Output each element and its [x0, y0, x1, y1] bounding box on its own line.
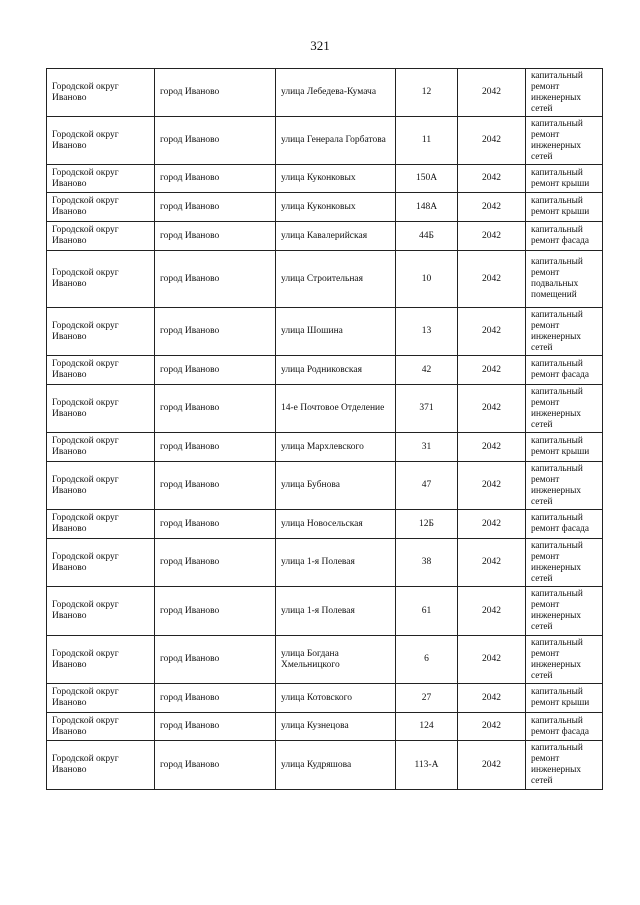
- table-row: [47, 251, 603, 308]
- year-cell: 2042: [458, 684, 526, 713]
- house-number-cell: 10: [396, 251, 458, 308]
- street-cell: улица Богдана Хмельницкого: [276, 636, 396, 684]
- street-cell: улица Генерала Горбатова: [276, 117, 396, 165]
- year-cell: 2042: [458, 69, 526, 117]
- house-number-cell: 38: [396, 539, 458, 587]
- house-number-cell: 6: [396, 636, 458, 684]
- street-cell: улица Лебедева-Кумача: [276, 69, 396, 117]
- work-type-cell: капитальный ремонт фасада: [526, 510, 603, 539]
- table-row: [47, 713, 603, 741]
- table-row: [47, 636, 603, 684]
- house-number-cell: 61: [396, 587, 458, 636]
- okrug-cell: Городской округ Иваново: [47, 433, 155, 462]
- year-cell: 2042: [458, 741, 526, 790]
- table-row: [47, 433, 603, 462]
- city-cell: город Иваново: [155, 251, 276, 308]
- year-cell: 2042: [458, 222, 526, 251]
- work-type-cell: капитальный ремонт фасада: [526, 356, 603, 385]
- street-cell: улица Бубнова: [276, 462, 396, 510]
- street-cell: улица Куконковых: [276, 193, 396, 222]
- okrug-cell: Городской округ Иваново: [47, 308, 155, 356]
- table-row: [47, 222, 603, 251]
- city-cell: город Иваново: [155, 222, 276, 251]
- table-row: [47, 539, 603, 587]
- street-cell: улица Новосельская: [276, 510, 396, 539]
- city-cell: город Иваново: [155, 308, 276, 356]
- work-type-cell: капитальный ремонт инженерных сетей: [526, 636, 603, 684]
- year-cell: 2042: [458, 117, 526, 165]
- okrug-cell: Городской округ Иваново: [47, 713, 155, 741]
- table-row: [47, 587, 603, 636]
- city-cell: город Иваново: [155, 165, 276, 193]
- street-cell: улица Куконковых: [276, 165, 396, 193]
- city-cell: город Иваново: [155, 356, 276, 385]
- house-number-cell: 12Б: [396, 510, 458, 539]
- table-row: [47, 69, 603, 117]
- work-type-cell: капитальный ремонт фасада: [526, 222, 603, 251]
- okrug-cell: Городской округ Иваново: [47, 539, 155, 587]
- table-row: [47, 684, 603, 713]
- street-cell: улица Кудряшова: [276, 741, 396, 790]
- street-cell: 14-е Почтовое Отделение: [276, 385, 396, 433]
- okrug-cell: Городской округ Иваново: [47, 69, 155, 117]
- repair-schedule-table: [46, 68, 603, 790]
- table-row: [47, 308, 603, 356]
- year-cell: 2042: [458, 193, 526, 222]
- work-type-cell: капитальный ремонт инженерных сетей: [526, 462, 603, 510]
- table-row: [47, 385, 603, 433]
- work-type-cell: капитальный ремонт крыши: [526, 165, 603, 193]
- house-number-cell: 124: [396, 713, 458, 741]
- house-number-cell: 12: [396, 69, 458, 117]
- year-cell: 2042: [458, 385, 526, 433]
- year-cell: 2042: [458, 539, 526, 587]
- okrug-cell: Городской округ Иваново: [47, 636, 155, 684]
- work-type-cell: капитальный ремонт инженерных сетей: [526, 385, 603, 433]
- city-cell: город Иваново: [155, 117, 276, 165]
- page-number: 321: [310, 38, 330, 53]
- table-row: [47, 117, 603, 165]
- year-cell: 2042: [458, 462, 526, 510]
- city-cell: город Иваново: [155, 741, 276, 790]
- city-cell: город Иваново: [155, 193, 276, 222]
- city-cell: город Иваново: [155, 462, 276, 510]
- work-type-cell: капитальный ремонт инженерных сетей: [526, 117, 603, 165]
- okrug-cell: Городской округ Иваново: [47, 356, 155, 385]
- work-type-cell: капитальный ремонт крыши: [526, 193, 603, 222]
- street-cell: улица Родниковская: [276, 356, 396, 385]
- okrug-cell: Городской округ Иваново: [47, 741, 155, 790]
- table-row: [47, 165, 603, 193]
- year-cell: 2042: [458, 636, 526, 684]
- okrug-cell: Городской округ Иваново: [47, 117, 155, 165]
- year-cell: 2042: [458, 251, 526, 308]
- work-type-cell: капитальный ремонт крыши: [526, 684, 603, 713]
- year-cell: 2042: [458, 713, 526, 741]
- house-number-cell: 47: [396, 462, 458, 510]
- okrug-cell: Городской округ Иваново: [47, 462, 155, 510]
- street-cell: улица Кавалерийская: [276, 222, 396, 251]
- okrug-cell: Городской округ Иваново: [47, 385, 155, 433]
- okrug-cell: Городской округ Иваново: [47, 587, 155, 636]
- work-type-cell: капитальный ремонт инженерных сетей: [526, 539, 603, 587]
- street-cell: улица 1-я Полевая: [276, 587, 396, 636]
- table-row: [47, 193, 603, 222]
- okrug-cell: Городской округ Иваново: [47, 251, 155, 308]
- house-number-cell: 44Б: [396, 222, 458, 251]
- house-number-cell: 42: [396, 356, 458, 385]
- year-cell: 2042: [458, 165, 526, 193]
- city-cell: город Иваново: [155, 587, 276, 636]
- city-cell: город Иваново: [155, 69, 276, 117]
- city-cell: город Иваново: [155, 713, 276, 741]
- street-cell: улица 1-я Полевая: [276, 539, 396, 587]
- okrug-cell: Городской округ Иваново: [47, 165, 155, 193]
- city-cell: город Иваново: [155, 385, 276, 433]
- year-cell: 2042: [458, 308, 526, 356]
- work-type-cell: капитальный ремонт инженерных сетей: [526, 587, 603, 636]
- okrug-cell: Городской округ Иваново: [47, 222, 155, 251]
- year-cell: 2042: [458, 356, 526, 385]
- work-type-cell: капитальный ремонт инженерных сетей: [526, 741, 603, 790]
- table-row: [47, 510, 603, 539]
- table-row: [47, 356, 603, 385]
- street-cell: улица Котовского: [276, 684, 396, 713]
- okrug-cell: Городской округ Иваново: [47, 193, 155, 222]
- house-number-cell: 113-А: [396, 741, 458, 790]
- house-number-cell: 371: [396, 385, 458, 433]
- work-type-cell: капитальный ремонт инженерных сетей: [526, 69, 603, 117]
- street-cell: улица Кузнецова: [276, 713, 396, 741]
- house-number-cell: 11: [396, 117, 458, 165]
- house-number-cell: 150А: [396, 165, 458, 193]
- street-cell: улица Мархлевского: [276, 433, 396, 462]
- house-number-cell: 13: [396, 308, 458, 356]
- work-type-cell: капитальный ремонт крыши: [526, 433, 603, 462]
- year-cell: 2042: [458, 587, 526, 636]
- year-cell: 2042: [458, 433, 526, 462]
- street-cell: улица Строительная: [276, 251, 396, 308]
- house-number-cell: 31: [396, 433, 458, 462]
- year-cell: 2042: [458, 510, 526, 539]
- city-cell: город Иваново: [155, 510, 276, 539]
- work-type-cell: капитальный ремонт фасада: [526, 713, 603, 741]
- work-type-cell: капитальный ремонт подвальных помещений: [526, 251, 603, 308]
- work-type-cell: капитальный ремонт инженерных сетей: [526, 308, 603, 356]
- table-row: [47, 462, 603, 510]
- street-cell: улица Шошина: [276, 308, 396, 356]
- table-row: [47, 741, 603, 790]
- city-cell: город Иваново: [155, 539, 276, 587]
- city-cell: город Иваново: [155, 636, 276, 684]
- okrug-cell: Городской округ Иваново: [47, 684, 155, 713]
- house-number-cell: 27: [396, 684, 458, 713]
- house-number-cell: 148А: [396, 193, 458, 222]
- okrug-cell: Городской округ Иваново: [47, 510, 155, 539]
- city-cell: город Иваново: [155, 684, 276, 713]
- city-cell: город Иваново: [155, 433, 276, 462]
